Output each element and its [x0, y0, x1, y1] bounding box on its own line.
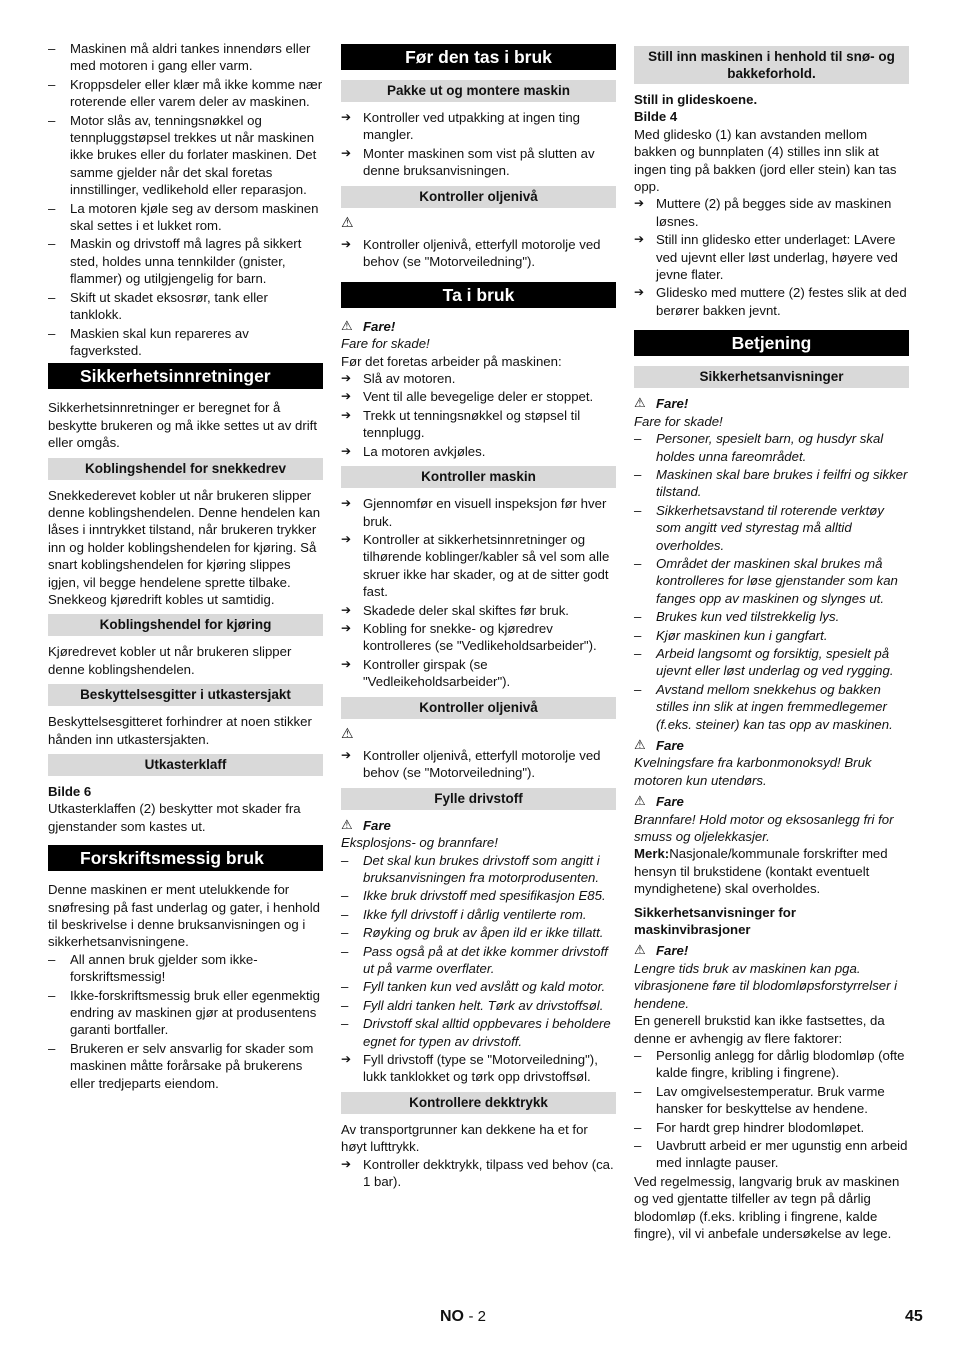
- subheading-vibrasjoner: Sikkerhetsanvisninger for maskinvibrasjoner: [634, 904, 796, 938]
- list-item: – Røyking og bruk av åpen ild er ikke tillatt.: [341, 924, 616, 941]
- list-item: ➔ La motoren avkjøles.: [341, 443, 616, 460]
- drivstoff-arrow-list: [341, 1051, 616, 1086]
- list-item: ➔ Kontroller oljenivå, etterfyll motorolje ved behov (se "Motorveiledning").: [341, 747, 616, 782]
- list-item: ➔ Skadede deler skal skiftes før bruk.: [341, 602, 616, 619]
- heading-betjening: Betjening: [634, 330, 909, 356]
- subheading-sikkerhetsanvisninger: Sikkerhetsanvisninger: [634, 366, 909, 388]
- warning-fare: ⚠ Fare!: [634, 396, 689, 412]
- warning-triangle-icon: ⚠: [341, 318, 353, 334]
- note: Merk:Nasjonale/kommunale forskrifter med hensyn til brukstidene (kontakt eventuelt myndighetene) skal overholdes.: [634, 846, 888, 897]
- list-item: ➔ Kontroller girspak (se "Vedleikeholdsarbeider").: [341, 656, 616, 691]
- subheading-dekktrykk: Kontrollere dekktrykk: [341, 1092, 616, 1114]
- list-item: – Pass også på at det ikke kommer drivstoff ut på varme overflater.: [341, 943, 616, 978]
- olje2-list: [341, 747, 616, 782]
- list-item: ➔ Muttere (2) på begges side av maskinen løsnes.: [634, 195, 909, 230]
- paragraph: Beskyttelsesgitteret forhindrer at noen stikker hånden inn utkastersjakten.: [48, 714, 312, 747]
- figure-ref: Bilde 6: [48, 784, 92, 799]
- subheading-fylle-drivstoff: Fylle drivstoff: [341, 788, 616, 810]
- paragraph: Kjøredrevet kobler ut når brukeren slipper denne koblingshendelen.: [48, 644, 292, 677]
- list-item: – Personer, spesielt barn, og husdyr skal holdes unna fareområdet.: [634, 430, 909, 465]
- heading-ta-i-bruk: Ta i bruk: [341, 282, 616, 308]
- list-item: – La motoren kjøle seg av dersom maskinen skal settes i et lukket rom.: [48, 200, 323, 235]
- subheading-kontroller-maskin: Kontroller maskin: [341, 466, 616, 488]
- list-item: ➔ Gjennomfør en visuell inspeksjon før hver bruk.: [341, 495, 616, 530]
- list-item: ➔ Kontroller at sikkerhetsinnretninger og tilhørende koblinger/kabler så vel som alle skruer ikke har skader, og at de sitter godt fast.: [341, 531, 616, 601]
- list-item: ➔ Kontroller dekktrykk, tilpass ved behov (ca. 1 bar).: [341, 1156, 616, 1191]
- list-item: – Ikke bruk drivstoff med spesifikasjon E85.: [341, 887, 616, 904]
- warning-text: Fare for skade!: [341, 336, 430, 352]
- warning-triangle-icon: ⚠: [341, 817, 353, 833]
- list-item: – Fyll tanken kun ved avslått og kald motor.: [341, 978, 616, 995]
- list-item: – Det skal kun brukes drivstoff som angitt i bruksanvisningen fra motorprodusenten.: [341, 852, 616, 887]
- subheading-beskyttelsesgitter: Beskyttelsesgitter i utkastersjakt: [48, 684, 323, 706]
- paragraph: Snekkederevet kobler ut når brukeren slipper denne koblingshendelen. Denne hendelen kan låses i inntrykket tilstand, når brukeren trykker inn og holder koblingshendelen for kjøring. Så snart koblingshendelen for kjøring slippes igjen, vil begge hendelene sprette tilbake. Snekkeog kjøredrift kobles ut samtidig.: [48, 487, 321, 607]
- list-item: ➔ Fyll drivstoff (type se "Motorveiledning"), lukk tanklokket og tørk opp drivstoffsøl.: [341, 1051, 616, 1086]
- list-item: – All annen bruk gjelder som ikke-forskriftsmessig!: [48, 951, 323, 986]
- paragraph: Før det foretas arbeider på maskinen:: [341, 353, 562, 369]
- warning-fare: ⚠ Fare!: [634, 943, 689, 959]
- olje1-list: [341, 236, 616, 271]
- paragraph: Utkasterklaffen (2) beskytter mot skader fra gjenstander som kastes ut.: [48, 801, 301, 834]
- heading-forskriftsmessig-bruk: Forskriftsmessig bruk: [48, 845, 323, 871]
- subheading-utkasterklaff: Utkasterklaff: [48, 754, 323, 776]
- list-item: – Lav omgivelsestemperatur. Bruk varme hansker for beskyttelse av hendene.: [634, 1083, 909, 1118]
- warning-triangle-icon: ⚠: [341, 725, 354, 742]
- subheading-oljeniva-2: Kontroller oljenivå: [341, 697, 616, 719]
- paragraph: Sikkerhetsinnretninger er beregnet for å beskytte brukeren og må ikke settes ut av drift eller omgås.: [48, 400, 318, 451]
- paragraph: Ved regelmessig, langvarig bruk av maskinen og ved gjentatte tilfeller av tegn på dårlig blodomløp (f.eks. kribling i fingrene, kalde fingre), vil vi anbefale undersøkelse av lege.: [634, 1173, 900, 1241]
- intro-list: [48, 40, 323, 359]
- pakke-list: [341, 109, 616, 180]
- subheading-glidesko: Still in glideskoene.: [634, 92, 758, 107]
- list-item: ➔ Vent til alle bevegelige deler er stoppet.: [341, 388, 616, 405]
- list-item: – Ikke-forskriftsmessig bruk eller egenmektig endring av maskinen gjør at produsentens garanti bortfaller.: [48, 987, 323, 1039]
- list-item: – Avstand mellom snekkehus og bakken stilles inn slik at ingen fremmedlegemer (f.eks. steiner) kan tas opp av maskinen.: [634, 681, 909, 733]
- subheading-still-inn: Still inn maskinen i henhold til snø- og bakkeforhold.: [634, 46, 909, 84]
- list-item: – Personlig anlegg for dårlig blodomløp (ofte kalde fingre, kribling i fingrene).: [634, 1047, 909, 1082]
- list-item: ➔ Kobling for snekke- og kjøredrev kontrolleres (se "Vedlikeholdsarbeider").: [341, 620, 616, 655]
- list-item: – Maskinen må aldri tankes innendørs eller med motoren i gang eller varm.: [48, 40, 323, 75]
- list-item: ➔ Slå av motoren.: [341, 370, 616, 387]
- paragraph: Av transportgrunner kan dekkene ha et for høyt lufttrykk.: [341, 1121, 588, 1155]
- list-item: – Sikkerhetsavstand til roterende verktøy som angitt ved styrestag må alltid overholdes.: [634, 502, 909, 554]
- list-item: ➔ Trekk ut tenningsnøkkel og støpsel til tennplugg.: [341, 407, 616, 442]
- list-item: ➔ Kontroller ved utpakking at ingen ting mangler.: [341, 109, 616, 144]
- warning-triangle-icon: ⚠: [634, 794, 646, 810]
- warning-fare: ⚠ Fare: [634, 738, 684, 753]
- subheading-kjoring: Koblingshendel for kjøring: [48, 614, 323, 636]
- list-item: – Kroppsdeler eller klær må ikke komme nær roterende eller varem deler av maskinen.: [48, 76, 323, 111]
- heading-for-den-tas-i-bruk: Før den tas i bruk: [341, 44, 616, 70]
- warning-text: Eksplosjons- og brannfare!: [341, 835, 498, 851]
- warning-triangle-icon: ⚠: [341, 214, 354, 231]
- list-item: ➔ Kontroller oljenivå, etterfyll motorolje ved behov (se "Motorveiledning").: [341, 236, 616, 271]
- page-number: 45: [905, 1308, 923, 1325]
- forskrift-list: [48, 951, 323, 1092]
- figure-ref: Bilde 4: [634, 109, 678, 125]
- list-item: – Fyll aldri tanken helt. Tørk av drivstoffsøl.: [341, 997, 616, 1014]
- warning-triangle-icon: ⚠: [634, 396, 646, 412]
- column-2: [341, 40, 616, 1192]
- list-item: – Maskinen skal bare brukes i feilfri og sikker tilstand.: [634, 466, 909, 501]
- warning-text: Kvelningsfare fra karbonmonoksyd! Bruk motoren kun utendørs.: [634, 755, 872, 788]
- list-item: – Maskien skal kun repareres av fagverksted.: [48, 325, 323, 360]
- list-item: – For hardt grep hindrer blodomløpet.: [634, 1119, 909, 1136]
- warning-text: Lengre tids bruk av maskinen kan pga. vibrasjonene føre til blodomløpsforstyrrelser i hendene.: [634, 960, 898, 1011]
- column-1: [48, 40, 323, 1093]
- list-item: – Kjør maskinen kun i gangfart.: [634, 627, 909, 644]
- vibra-list: [634, 1047, 909, 1172]
- paragraph: Med glidesko (1) kan avstanden mellom bakken og bunnplaten (4) stilles inn slik at ingen ting på bakken (jord eller stein) kan tas opp.: [634, 126, 897, 195]
- warning-text: Fare for skade!: [634, 413, 723, 429]
- subheading-oljeniva: Kontroller oljenivå: [341, 186, 616, 208]
- list-item: – Drivstoff skal alltid oppbevares i beholdere egnet for typen av drivstoff.: [341, 1015, 616, 1050]
- paragraph: En generell brukstid kan ikke fastsettes, da denne er avhengig av flere faktorer:: [634, 1013, 885, 1046]
- list-item: ➔ Still inn glidesko etter underlaget: LAvere ved ujevnt eller løst underlag, høyere ved jevne flater.: [634, 231, 909, 283]
- list-item: – Arbeid langsomt og forsiktig, spesielt på ujevnt eller løst underlag og ved rygging.: [634, 645, 909, 680]
- warning-fare: ⚠ Fare: [341, 817, 391, 833]
- subheading-pakke-ut: Pakke ut og montere maskin: [341, 80, 616, 102]
- for-arbeid-list: [341, 370, 616, 460]
- drivstoff-list: [341, 852, 616, 1050]
- warning-triangle-icon: ⚠: [634, 943, 646, 959]
- subheading-snekkedrev: Koblingshendel for snekkedrev: [48, 458, 323, 480]
- glide-list: [634, 195, 909, 319]
- list-item: ➔ Monter maskinen som vist på slutten av denne bruksanvisningen.: [341, 145, 616, 180]
- list-item: ➔ Glidesko med muttere (2) festes slik at ded berører bakken jevnt.: [634, 284, 909, 319]
- list-item: – Uavbrutt arbeid er mer ugunstig enn arbeid med innlagte pauser.: [634, 1137, 909, 1172]
- list-item: – Motor slås av, tenningsnøkkel og tennpluggstøpsel trekkes ut når maskinen ikke brukes eller du forlater maskinen. Det samme gjelder når det skal foretas innstillinger, vedlikehold eller reparasjon.: [48, 112, 323, 199]
- column-3: [634, 40, 909, 1242]
- list-item: – Området der maskinen skal brukes må kontrolleres for løse gjenstander som kan fanges opp av maskinen og slynges ut.: [634, 555, 909, 607]
- warning-triangle-icon: ⚠: [634, 738, 646, 753]
- maskin-list: [341, 495, 616, 690]
- warning-fare: ⚠ Fare: [634, 794, 684, 810]
- warning-text: Brannfare! Hold motor og eksosanlegg fri for smuss og oljelekkasjer.: [634, 811, 894, 845]
- dekk-list: [341, 1156, 616, 1191]
- sikk-list: [634, 430, 909, 733]
- heading-sikkerhetsinnretninger: Sikkerhetsinnretninger: [48, 363, 323, 389]
- list-item: – Maskin og drivstoff må lagres på sikkert sted, holdes unna tennkilder (gnister, flammer) og utilgjengelig for barn.: [48, 235, 323, 287]
- list-item: – Brukes kun ved tilstrekkelig lys.: [634, 608, 909, 625]
- list-item: – Ikke fyll drivstoff i dårlig ventilerte rom.: [341, 906, 616, 923]
- paragraph: Denne maskinen er ment utelukkende for snøfresing på fast underlag og gater, i henhold til beskrivelse i denne bruksanvisningen og i sikkerhetsanvisningene.: [48, 882, 320, 950]
- list-item: – Brukeren er selv ansvarlig for skader som maskinen måtte forårsake på brukerens eller tredjeparts eiendom.: [48, 1040, 323, 1092]
- footer-language: NO - 2: [440, 1308, 486, 1325]
- warning-fare: ⚠ Fare!: [341, 318, 396, 334]
- list-item: – Skift ut skadet eksosrør, tank eller tanklokk.: [48, 289, 323, 324]
